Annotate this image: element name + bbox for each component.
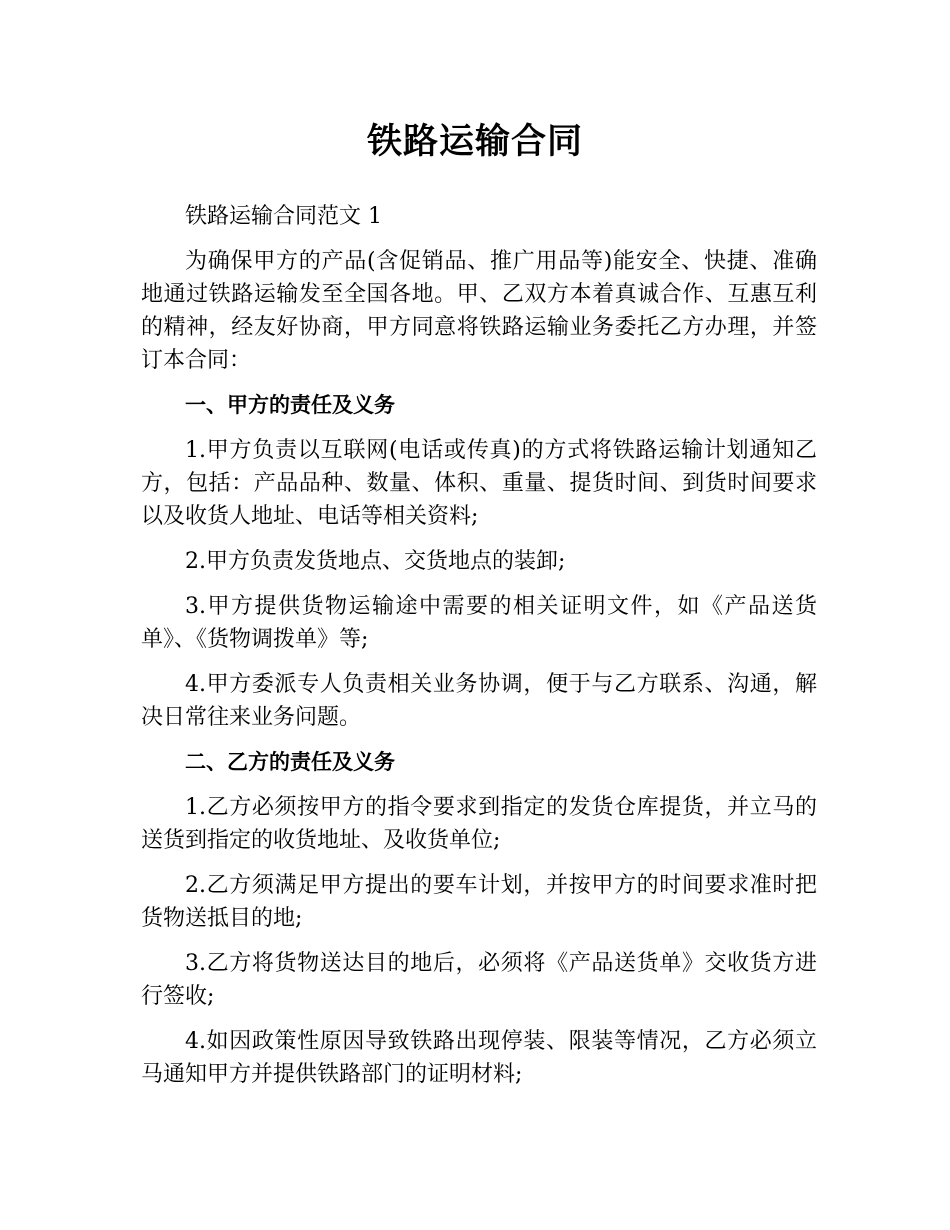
party-a-clause-2: 2.甲方负责发货地点、交货地点的装卸; xyxy=(185,549,566,574)
document-subtitle: 铁路运输合同范文 1 xyxy=(185,204,382,229)
party-b-clause-2: 2.乙方须满足甲方提出的要车计划，并按甲方的时间要求准时把货物送抵目的地; xyxy=(141,873,817,931)
party-a-clause-4: 4.甲方委派专人负责相关业务协调，便于与乙方联系、沟通，解决日常往来业务问题。 xyxy=(141,672,817,730)
party-b-clause-4: 4.如因政策性原因导致铁路出现停装、限装等情况，乙方必须立马通知甲方并提供铁路部门的证明材料; xyxy=(141,1029,817,1087)
party-b-clause-3: 3.乙方将货物送达目的地后，必须将《产品送货单》交收货方进行签收; xyxy=(141,951,817,1009)
party-a-clause-3: 3.甲方提供货物运输途中需要的相关证明文件，如《产品送货单》、《货物调拨单》等; xyxy=(141,594,817,652)
document-title: 铁路运输合同 xyxy=(366,122,583,162)
party-a-clause-1: 1.甲方负责以互联网(电话或传真)的方式将铁路运输计划通知乙方，包括：产品品种、数量、体积、重量、提货时间、到货时间要求以及收货人地址、电话等相关资料; xyxy=(141,438,817,529)
section-heading-party-a: 一、甲方的责任及义务 xyxy=(185,393,395,417)
document-body xyxy=(141,200,817,1103)
section-heading-party-b: 二、乙方的责任及义务 xyxy=(185,750,395,774)
intro-paragraph: 为确保甲方的产品(含促销品、推广用品等)能安全、快捷、准确地通过铁路运输发至全国各地。甲、乙双方本着真诚合作、互惠互利的精神，经友好协商，甲方同意将铁路运输业务委托乙方办理，并签订本合同： xyxy=(141,249,817,373)
party-b-clause-1: 1.乙方必须按甲方的指令要求到指定的发货仓库提货，并立马的送货到指定的收货地址、及收货单位; xyxy=(141,795,817,853)
